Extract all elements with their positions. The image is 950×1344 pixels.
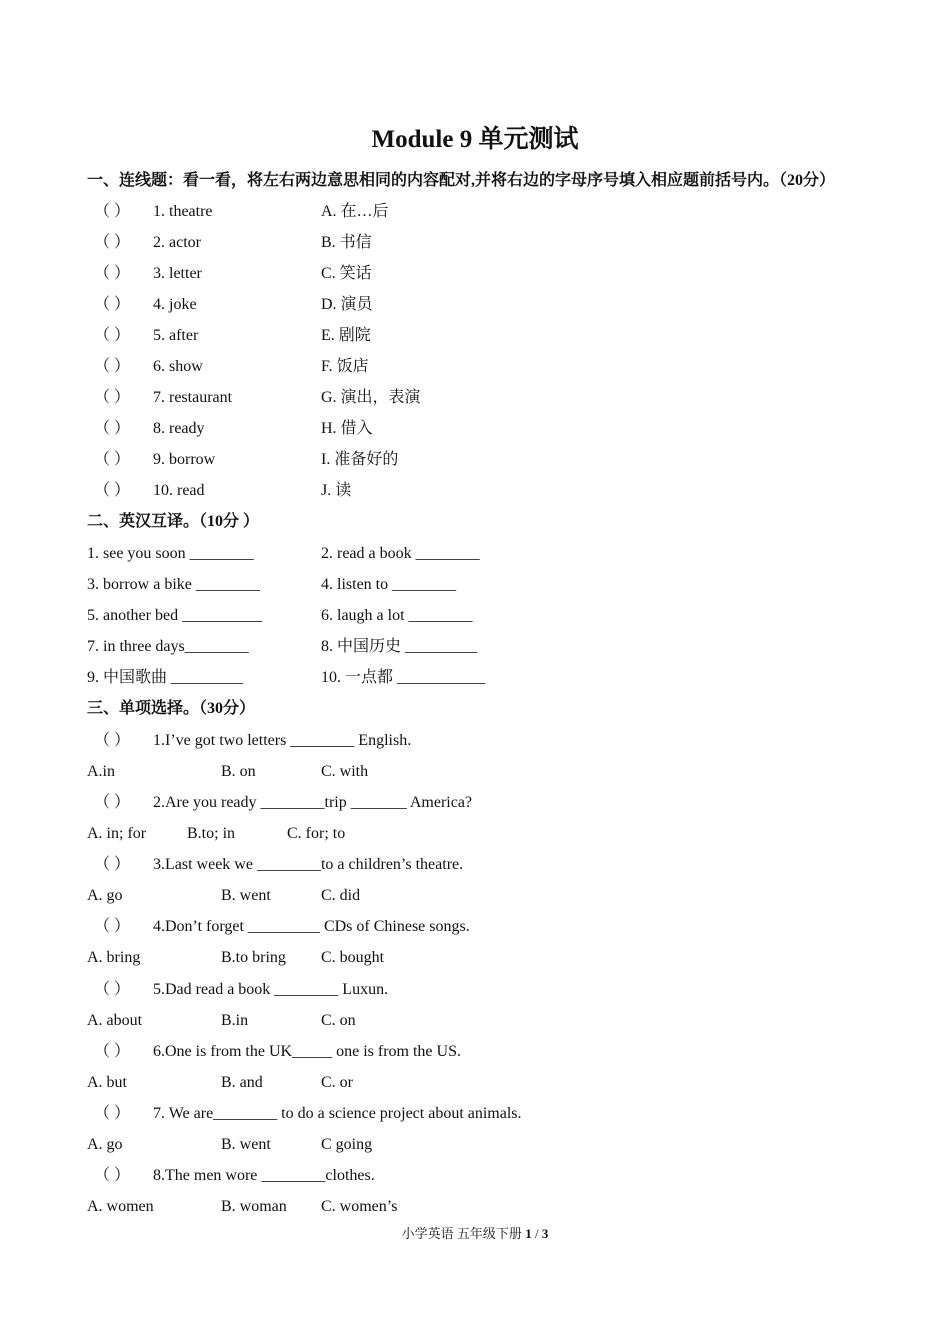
matching-option: G. 演出，表演 (321, 389, 421, 406)
matching-question: 5. after (153, 327, 199, 344)
translation-item: 5. another bed __________ (87, 607, 263, 624)
question-text: 6.One is from the UK_____ one is from the US. (153, 1043, 461, 1060)
option-a: A.in (87, 763, 115, 780)
option-c: C. on (321, 1012, 356, 1029)
page-number: 1 (525, 1226, 532, 1241)
page-title: Module 9 单元测试 (371, 126, 579, 153)
answer-blank: （ ） (94, 981, 131, 998)
section-3-heading: 三、单项选择。（30分） (87, 700, 256, 717)
translation-item: 7. in three days________ (87, 638, 249, 655)
option-b: B. went (221, 887, 271, 904)
matching-option: J. 读 (321, 482, 352, 499)
translation-item: 4. listen to ________ (321, 576, 457, 593)
option-b: B. woman (221, 1198, 287, 1215)
matching-question: 8. ready (153, 420, 205, 437)
question-text: 3.Last week we ________to a children’s theatre. (153, 856, 464, 873)
option-a: A. about (87, 1012, 143, 1029)
matching-question: 6. show (153, 358, 203, 375)
matching-question: 7. restaurant (153, 389, 233, 406)
answer-blank: （ ） (94, 234, 131, 251)
question-text: 8.The men wore ________clothes. (153, 1167, 375, 1184)
question-text: 2.Are you ready ________trip _______ America? (153, 794, 473, 811)
option-c: C. with (321, 763, 369, 780)
answer-blank: （ ） (94, 794, 131, 811)
matching-option: E. 剧院 (321, 327, 371, 344)
translation-item: 1. see you soon ________ (87, 545, 254, 562)
answer-blank: （ ） (94, 1105, 131, 1122)
answer-blank: （ ） (94, 732, 131, 749)
footer-text: 小学英语 五年级下册 (401, 1226, 526, 1241)
option-a: A. go (87, 1136, 123, 1153)
matching-question: 3. letter (153, 265, 202, 282)
option-c: C going (321, 1136, 373, 1153)
option-b: B. on (221, 763, 256, 780)
question-text: 4.Don’t forget _________ CDs of Chinese songs. (153, 918, 470, 935)
translation-item: 3. borrow a bike ________ (87, 576, 260, 593)
option-c: C. bought (321, 949, 385, 966)
matching-option: H. 借入 (321, 420, 373, 437)
option-a: A. go (87, 887, 123, 904)
matching-option: A. 在…后 (321, 203, 389, 220)
matching-question: 4. joke (153, 296, 197, 313)
option-b: B.in (221, 1012, 249, 1029)
answer-blank: （ ） (94, 482, 131, 499)
option-a: A. bring (87, 949, 141, 966)
question-text: 5.Dad read a book ________ Luxun. (153, 981, 389, 998)
answer-blank: （ ） (94, 358, 131, 375)
answer-blank: （ ） (94, 327, 131, 344)
answer-blank: （ ） (94, 265, 131, 282)
answer-blank: （ ） (94, 1043, 131, 1060)
answer-blank: （ ） (94, 389, 131, 406)
matching-question: 1. theatre (153, 203, 213, 220)
option-a: A. but (87, 1074, 127, 1091)
matching-option: I. 准备好的 (321, 451, 399, 468)
matching-option: F. 饭店 (321, 358, 369, 375)
question-text: 7. We are________ to do a science project about animals. (153, 1105, 522, 1122)
option-b: B. and (221, 1074, 263, 1091)
page-separator: / (531, 1226, 542, 1241)
translation-item: 6. laugh a lot ________ (321, 607, 473, 624)
translation-item: 2. read a book ________ (321, 545, 480, 562)
option-a: A. in; for (87, 825, 147, 842)
option-c: C. women’s (321, 1198, 398, 1215)
section-2-heading: 二、英汉互译。（10分 ） (87, 513, 260, 530)
answer-blank: （ ） (94, 856, 131, 873)
option-b: B. went (221, 1136, 271, 1153)
option-a: A. women (87, 1198, 154, 1215)
option-c: C. for; to (287, 825, 346, 842)
matching-question: 2. actor (153, 234, 201, 251)
matching-option: C. 笑话 (321, 265, 372, 282)
option-c: C. or (321, 1074, 353, 1091)
matching-question: 10. read (153, 482, 205, 499)
matching-option: B. 书信 (321, 234, 372, 251)
matching-option: D. 演员 (321, 296, 373, 313)
question-text: 1.I’ve got two letters ________ English. (153, 732, 412, 749)
option-b: B.to; in (187, 825, 236, 842)
answer-blank: （ ） (94, 1167, 131, 1184)
answer-blank: （ ） (94, 420, 131, 437)
option-c: C. did (321, 887, 361, 904)
section-1-heading: 一、连线题：看一看，将左右两边意思相同的内容配对,并将右边的字母序号填入相应题前括号内。（20分） (87, 172, 836, 189)
page-total: 3 (541, 1226, 549, 1241)
answer-blank: （ ） (94, 296, 131, 313)
translation-item: 9. 中国歌曲 _________ (87, 669, 244, 686)
answer-blank: （ ） (94, 918, 131, 935)
answer-blank: （ ） (94, 451, 131, 468)
translation-item: 8. 中国历史 _________ (321, 638, 478, 655)
translation-item: 10. 一点都 ___________ (321, 669, 486, 686)
matching-question: 9. borrow (153, 451, 216, 468)
answer-blank: （ ） (94, 203, 131, 220)
option-b: B.to bring (221, 949, 286, 966)
page-footer (0, 1225, 950, 1243)
